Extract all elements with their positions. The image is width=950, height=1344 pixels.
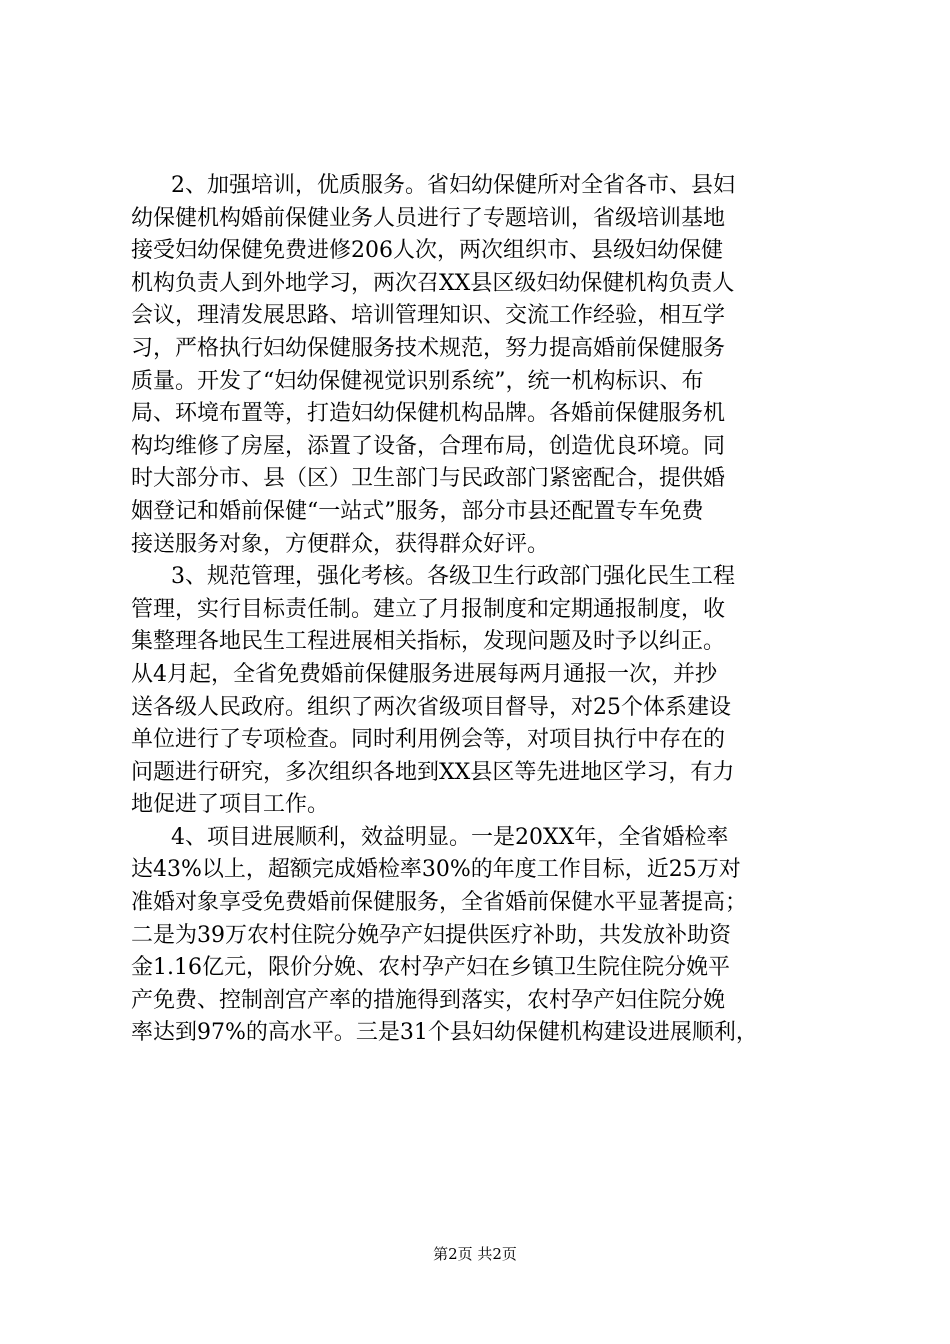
text-line: 3、规范管理，强化考核。各级卫生行政部门强化民生工程 (171, 564, 735, 590)
text-line: 时大部分市、县（区）卫生部门与民政部门紧密配合，提供婚 (131, 466, 726, 492)
text-line: 机构负责人到外地学习，两次召XX县区级妇幼保健机构负责人 (131, 270, 735, 296)
text-line: 集整理各地民生工程进展相关指标，发现问题及时予以纠正。 (131, 629, 726, 655)
text-line: 问题进行研究，多次组织各地到XX县区等先进地区学习，有力 (131, 759, 735, 785)
text-line: 局、环境布置等，打造妇幼保健机构品牌。各婚前保健服务机 (131, 401, 726, 427)
text-line: 地促进了项目工作。 (131, 792, 330, 818)
page-footer: 第2页 共2页 (433, 1245, 517, 1263)
body-text (131, 170, 831, 1050)
text-line: 从4月起，全省免费婚前保健服务进展每两月通报一次，并抄 (131, 661, 717, 687)
text-line: 达43%以上，超额完成婚检率30%的年度工作目标，近25万对 (131, 857, 741, 883)
text-line: 产免费、控制剖宫产率的措施得到落实，农村孕产妇住院分娩 (131, 987, 726, 1013)
text-line: 金1.16亿元，限价分娩、农村孕产妇在乡镇卫生院住院分娩平 (131, 955, 730, 981)
text-line: 会议，理清发展思路、培训管理知识、交流工作经验，相互学 (131, 303, 726, 329)
text-line: 构均维修了房屋，添置了设备，合理布局，创造优良环境。同 (131, 433, 726, 459)
text-line: 幼保健机构婚前保健业务人员进行了专题培训，省级培训基地 (131, 205, 726, 231)
text-line: 二是为39万农村住院分娩孕产妇提供医疗补助，共发放补助资 (131, 922, 731, 948)
text-line: 管理，实行目标责任制。建立了月报制度和定期通报制度，收 (131, 596, 726, 622)
text-line: 准婚对象享受免费婚前保健服务，全省婚前保健水平显著提高； (131, 890, 748, 916)
text-line: 姻登记和婚前保健“一站式”服务，部分市县还配置专车免费 (131, 498, 704, 524)
text-line: 2、加强培训，优质服务。省妇幼保健所对全省各市、县妇 (171, 173, 735, 198)
text-line: 4、项目进展顺利，效益明显。一是20XX年，全省婚检率 (171, 824, 729, 850)
text-line: 接送服务对象，方便群众，获得群众好评。 (131, 531, 550, 557)
text-line: 质量。开发了“妇幼保健视觉识别系统”，统一机构标识、布 (131, 368, 704, 394)
text-line: 送各级人民政府。组织了两次省级项目督导，对25个体系建设 (131, 694, 731, 720)
text-line: 单位进行了专项检查。同时利用例会等，对项目执行中存在的 (131, 727, 726, 753)
text-line: 率达到97%的高水平。三是31个县妇幼保健机构建设进展顺利， (131, 1020, 758, 1046)
text-line: 习，严格执行妇幼保健服务技术规范，努力提高婚前保健服务 (131, 335, 726, 361)
text-line: 接受妇幼保健免费进修206人次，两次组织市、县级妇幼保健 (131, 238, 723, 264)
